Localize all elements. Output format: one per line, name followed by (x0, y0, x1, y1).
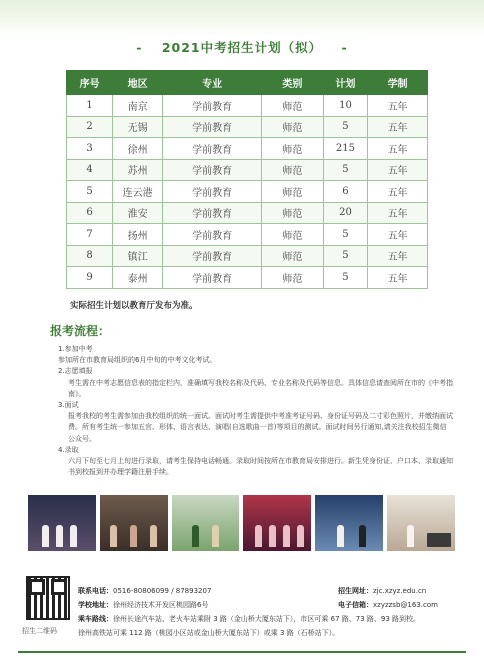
person-figure (150, 525, 157, 547)
cell-category: 师范 (262, 95, 324, 117)
cell-plan: 20 (323, 202, 367, 224)
choir-photo (243, 495, 311, 551)
cell-duration: 五年 (368, 138, 428, 160)
cell-region: 无锡 (113, 116, 163, 138)
cell-duration: 五年 (368, 245, 428, 267)
cell-duration: 五年 (368, 181, 428, 203)
cell-category: 师范 (262, 245, 324, 267)
table-row (67, 138, 428, 160)
cell-region: 镇江 (113, 245, 163, 267)
title-text: 2021中考招生计划（拟） (161, 40, 323, 55)
title-dash-right: - (341, 40, 348, 55)
email-label: 电子信箱： (338, 601, 373, 609)
ballet-photo (28, 495, 96, 551)
cell-index: 1 (67, 95, 113, 117)
plan-note: 实际招生计划以教育厅发布为准。 (70, 301, 198, 311)
process-step-text: 报考我校的考生需参加由我校组织的统一面试。面试时考生需提供中考准考证号码、身份证号码及二寸彩色照片，并缴纳面试费。所有考生统一参加五官、形体、语言表达、演唱(自选歌曲一首)等项目的测试。面试时间另行通知,请关注我校招生微信公众号。 (68, 412, 453, 443)
table-row (67, 202, 428, 224)
header-index: 序号 (67, 71, 113, 95)
email-value: xzyzzsb@163.com (373, 601, 438, 609)
website-label: 招生网址： (338, 587, 373, 595)
cell-plan: 215 (323, 138, 367, 160)
cell-index: 5 (67, 181, 113, 203)
cell-index: 8 (67, 245, 113, 267)
students-photo (172, 495, 240, 551)
header-major: 专业 (163, 71, 262, 95)
cell-index: 6 (67, 202, 113, 224)
cell-major: 学前教育 (163, 224, 262, 246)
process-step-text: 六月下旬至七月上旬进行录取，请考生保持电话畅通。录取时间按所在市教育局安排进行。新生凭身份证、户口本、录取通知书到校报到并办理学籍注册手续。 (68, 457, 453, 477)
piano-photo (387, 495, 455, 551)
cell-index: 9 (67, 267, 113, 289)
cell-duration: 五年 (368, 202, 428, 224)
cell-duration: 五年 (368, 159, 428, 181)
cell-index: 4 (67, 159, 113, 181)
process-heading: 报考流程： (50, 324, 111, 338)
table-row (67, 159, 428, 181)
person-figure (192, 525, 199, 547)
cell-major: 学前教育 (163, 202, 262, 224)
table-header-row (67, 71, 428, 95)
cell-plan: 5 (323, 245, 367, 267)
process-step-text: 参加所在市教育局组织的6月中旬的中考文化考试。 (58, 356, 217, 365)
table-row (67, 224, 428, 246)
cell-plan: 6 (323, 181, 367, 203)
performer-figure (359, 525, 366, 547)
title-dash-left: - (136, 40, 143, 55)
stage-photo (315, 495, 383, 551)
performer-figure (337, 525, 344, 547)
cell-major: 学前教育 (163, 95, 262, 117)
cell-category: 师范 (262, 181, 324, 203)
table-row (67, 245, 428, 267)
header-region: 地区 (113, 71, 163, 95)
cell-duration: 五年 (368, 95, 428, 117)
process-step-title: 4.录取 (58, 445, 79, 454)
cell-category: 师范 (262, 267, 324, 289)
person-figure (212, 525, 219, 547)
cell-plan: 5 (323, 267, 367, 289)
contact-address (78, 600, 208, 610)
contact-bus-2 (78, 628, 339, 638)
cell-region: 苏州 (113, 159, 163, 181)
table-row (67, 116, 428, 138)
dancer-figure (56, 525, 63, 547)
page-title (0, 38, 484, 56)
piano-shape (427, 533, 451, 547)
process-step-title: 1.参加中考 (58, 345, 93, 353)
cell-category: 师范 (262, 138, 324, 160)
footer-divider (18, 651, 466, 653)
bus-line-1: 徐州长途汽车站、老火车站乘附 3 路（金山桥大厦东站下），市区可乘 67 路、73 路、93 路到校。 (113, 615, 421, 623)
header-plan: 计划 (323, 71, 367, 95)
phone-label: 联系电话： (78, 587, 113, 595)
person-figure (110, 525, 117, 547)
photo-strip (28, 495, 455, 551)
cell-region: 扬州 (113, 224, 163, 246)
process-step-title: 2.志愿填报 (58, 367, 93, 376)
cell-duration: 五年 (368, 267, 428, 289)
process-step-title: 3.面试 (58, 401, 79, 410)
classroom-photo (100, 495, 168, 551)
table-row (67, 95, 428, 117)
pianist-figure (407, 525, 414, 547)
singer-figure (283, 525, 290, 547)
qr-code-icon (26, 576, 70, 620)
address-value: 徐州经济技术开发区桃园路6号 (113, 601, 209, 609)
cell-region: 南京 (113, 95, 163, 117)
person-figure (130, 525, 137, 547)
singer-figure (297, 525, 304, 547)
process-body (58, 344, 453, 478)
cell-index: 7 (67, 224, 113, 246)
contact-website (338, 586, 426, 596)
bus-label: 乘车路线： (78, 615, 113, 623)
cell-major: 学前教育 (163, 245, 262, 267)
cell-major: 学前教育 (163, 116, 262, 138)
cell-major: 学前教育 (163, 181, 262, 203)
singer-figure (269, 525, 276, 547)
contact-email (338, 600, 438, 610)
website-value: zjc.xzyz.edu.cn (373, 587, 427, 595)
singer-figure (255, 525, 262, 547)
cell-plan: 5 (323, 224, 367, 246)
cell-major: 学前教育 (163, 159, 262, 181)
header-category: 类别 (262, 71, 324, 95)
header-duration: 学制 (368, 71, 428, 95)
cell-category: 师范 (262, 202, 324, 224)
contact-phone (78, 586, 211, 596)
table-row (67, 181, 428, 203)
header-band (0, 0, 484, 38)
cell-duration: 五年 (368, 116, 428, 138)
cell-major: 学前教育 (163, 267, 262, 289)
cell-duration: 五年 (368, 224, 428, 246)
contact-bus (78, 614, 420, 624)
cell-region: 徐州 (113, 138, 163, 160)
address-label: 学校地址： (78, 601, 113, 609)
dancer-figure (70, 525, 77, 547)
table-row (67, 267, 428, 289)
cell-category: 师范 (262, 224, 324, 246)
qr-caption: 招生二维码 (22, 627, 57, 635)
cell-major: 学前教育 (163, 138, 262, 160)
bus-line-2: 徐州高铁站可乘 112 路（桃园小区站或金山桥大厦东站下）或乘 3 路（石桥站下）。 (78, 629, 340, 637)
cell-plan: 5 (323, 159, 367, 181)
cell-index: 3 (67, 138, 113, 160)
cell-region: 淮安 (113, 202, 163, 224)
cell-category: 师范 (262, 116, 324, 138)
cell-index: 2 (67, 116, 113, 138)
cell-region: 泰州 (113, 267, 163, 289)
enrollment-plan-table (66, 70, 428, 289)
dancer-figure (42, 525, 49, 547)
cell-plan: 5 (323, 116, 367, 138)
process-step-text: 考生需在中考志愿信息表的指定栏内，准确填写我校名称及代码、专业名称及代码等信息。具体信息请查阅所在市的《中考指南》。 (68, 378, 453, 398)
cell-category: 师范 (262, 159, 324, 181)
cell-region: 连云港 (113, 181, 163, 203)
cell-plan: 10 (323, 95, 367, 117)
phone-value: 0516-80806099 / 87893207 (113, 587, 212, 595)
